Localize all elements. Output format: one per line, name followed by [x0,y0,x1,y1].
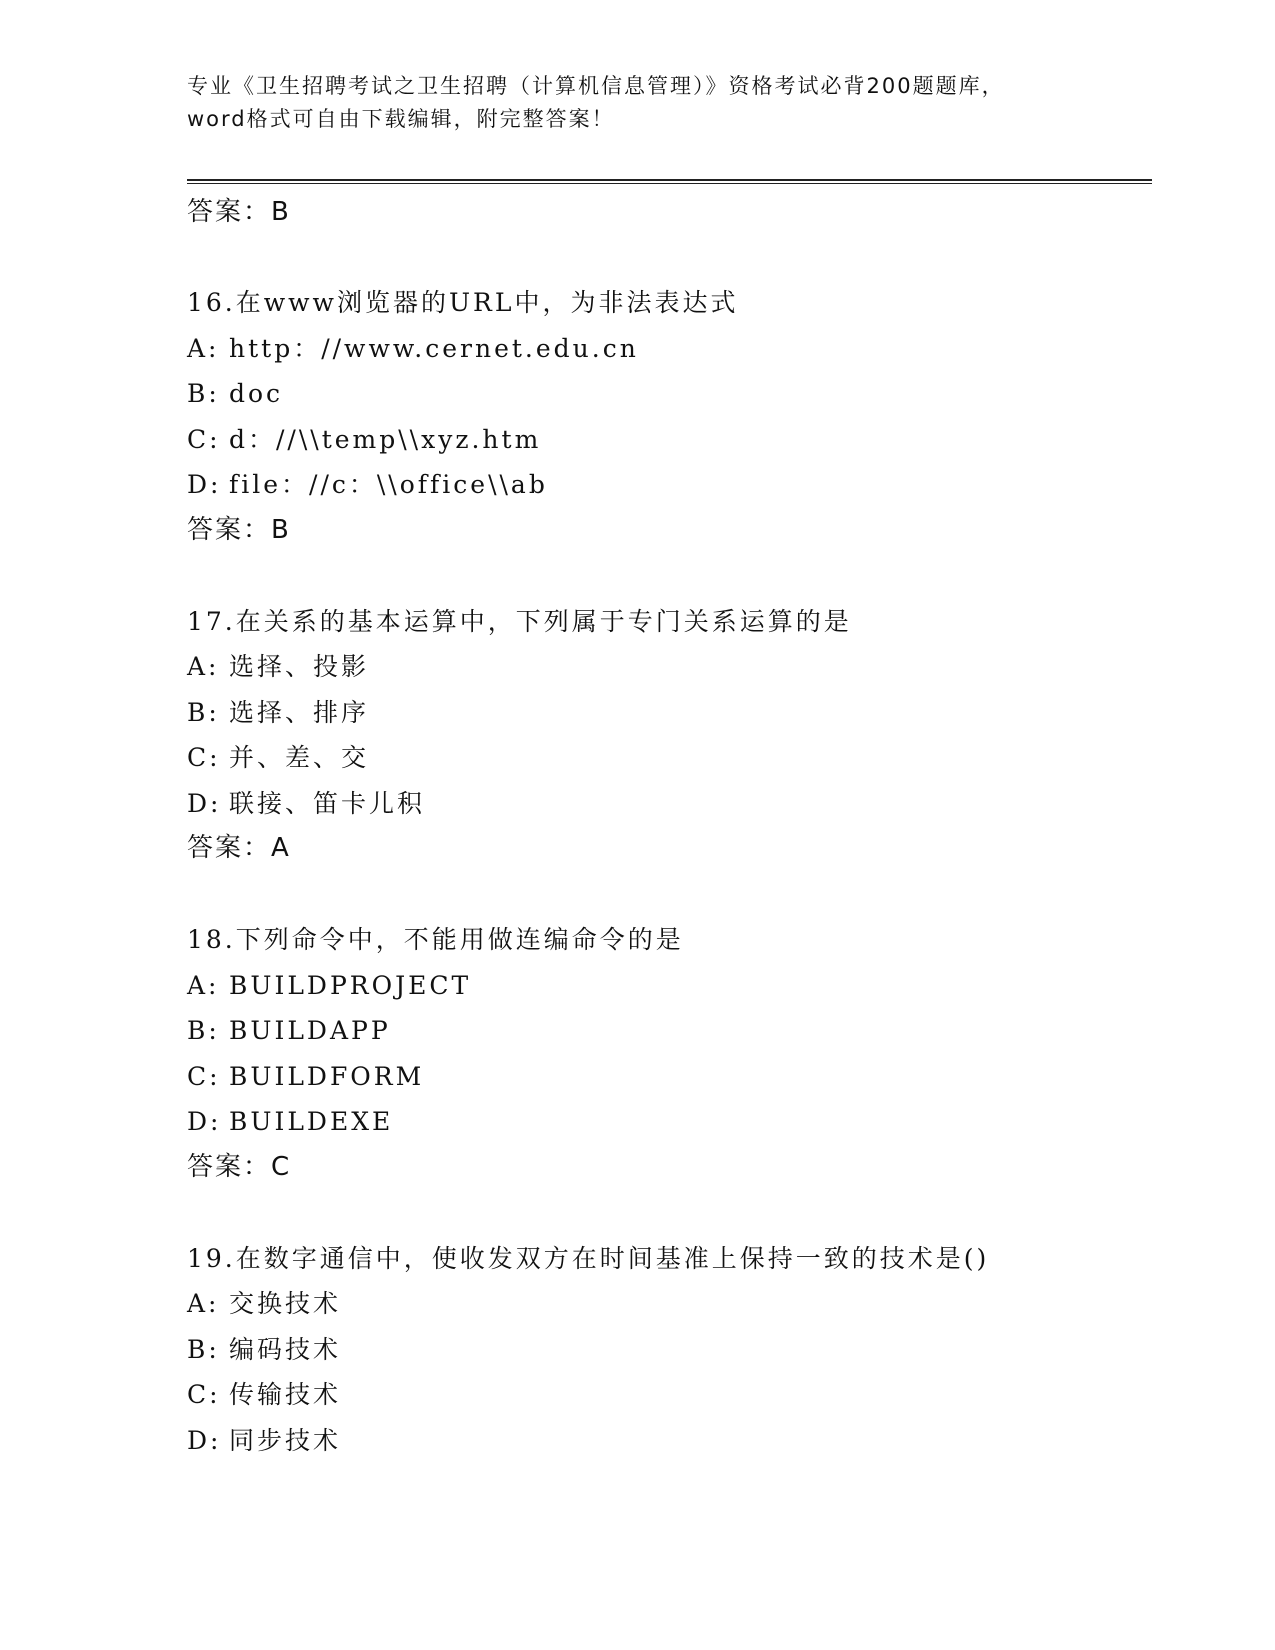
option-letter: D: [187,470,222,499]
option-d [187,462,1147,508]
option-c [187,1054,1147,1100]
question-17 [187,599,1147,872]
question-answer: 答案：C [187,1151,292,1182]
option-a [187,326,1147,372]
option-letter: C: [187,424,221,454]
question-stem: 16.在www浏览器的URL中，为非法表达式 [187,288,739,317]
option-letter: D: [187,788,222,818]
option-text: 选择、排序 [229,697,370,727]
option-letter: A: [187,333,220,363]
option-text: 联接、笛卡儿积 [229,788,426,818]
option-c [187,417,1147,463]
option-text: d：//\\temp\\xyz.htm [229,424,542,454]
option-text: http：//www.cernet.edu.cn [229,333,639,363]
option-c [187,1372,1147,1418]
option-text: BUILDEXE [229,1107,394,1136]
option-text: 编码技术 [229,1334,342,1364]
question-18 [187,917,1147,1190]
page-header [187,70,1087,136]
option-b [187,371,1147,417]
option-letter: C: [187,743,221,772]
option-b [187,1008,1147,1054]
header-title-line-1: 专业《卫生招聘考试之卫生招聘（计算机信息管理）》资格考试必背200题题库， [187,74,1005,98]
option-text: 传输技术 [229,1380,342,1409]
option-a [187,1281,1147,1327]
option-letter: C: [187,1380,221,1409]
option-text: 同步技术 [229,1425,342,1455]
previous-question-answer: 答案：B [187,197,291,227]
option-letter: D: [187,1107,222,1136]
option-letter: A: [187,970,220,1000]
option-c [187,735,1147,781]
question-list [187,280,1147,1509]
option-text: doc [229,379,284,408]
option-letter: B: [187,1016,220,1045]
option-text: BUILDPROJECT [229,970,472,1000]
option-letter: A: [187,1289,220,1318]
option-a [187,963,1147,1009]
option-d [187,1099,1147,1145]
option-text: BUILDFORM [229,1061,425,1091]
question-stem: 18.下列命令中，不能用做连编命令的是 [187,925,684,954]
option-text: 选择、投影 [229,652,370,681]
question-answer: 答案：A [187,833,291,863]
option-letter: C: [187,1061,221,1091]
option-letter: D: [187,1425,222,1455]
option-letter: B: [187,697,220,727]
question-16 [187,280,1147,553]
question-stem: 17.在关系的基本运算中，下列属于专门关系运算的是 [187,606,852,636]
option-d [187,1418,1147,1464]
option-b [187,1327,1147,1373]
option-letter: B: [187,379,220,408]
option-d [187,781,1147,827]
question-stem: 19.在数字通信中，使收发双方在时间基准上保持一致的技术是() [187,1243,990,1273]
option-text: BUILDAPP [229,1016,391,1045]
option-text: 并、差、交 [229,743,370,772]
option-text: file：//c：\\office\\ab [229,470,548,499]
option-letter: B: [187,1334,220,1364]
header-title-line-2: word格式可自由下载编辑，附完整答案！ [187,107,615,131]
option-b [187,690,1147,736]
option-text: 交换技术 [229,1289,342,1318]
header-divider [187,179,1152,181]
option-a [187,644,1147,690]
question-19 [187,1236,1147,1464]
option-letter: A: [187,652,220,681]
question-answer: 答案：B [187,514,291,545]
